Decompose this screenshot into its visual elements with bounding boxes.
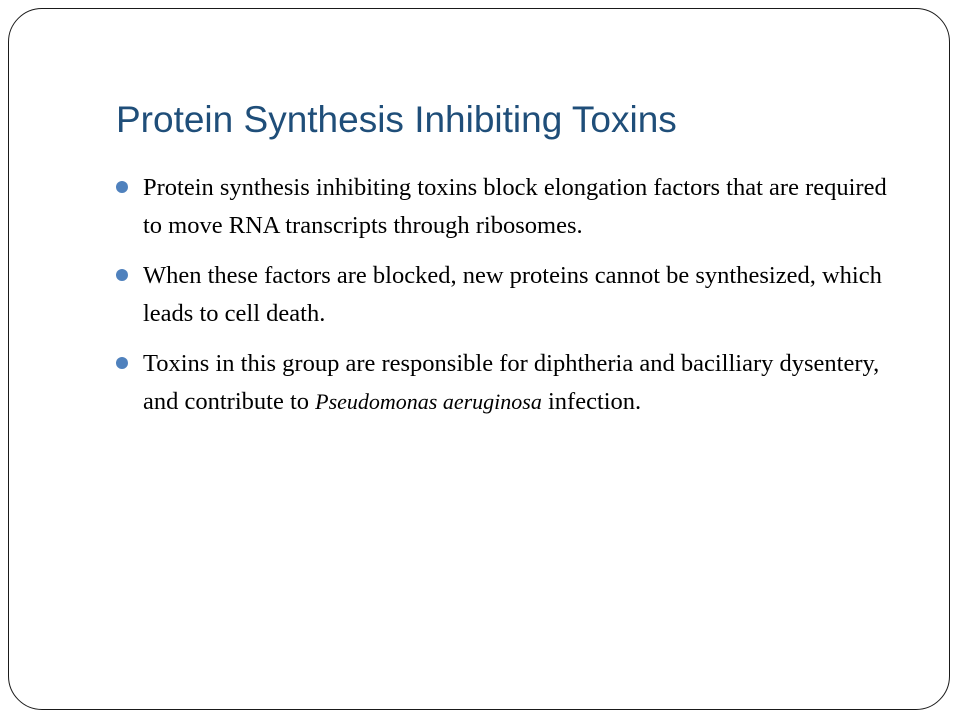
- slide-frame: [8, 8, 950, 710]
- bullet-text-plain: Toxins in this group are responsible for diphtheria and bacilliary dysentery, and contribute to: [143, 350, 880, 415]
- bullet-text: [143, 350, 879, 415]
- bullet-item-3: [116, 345, 896, 421]
- bullet-list: [116, 169, 896, 433]
- bullet-text: Protein synthesis inhibiting toxins block elongation factors that are required to move RNA transcripts through ribosomes.: [143, 174, 887, 239]
- bullet-icon: [116, 181, 128, 193]
- bullet-item-2: [116, 257, 896, 333]
- species-name: Pseudomonas aeruginosa: [315, 389, 542, 414]
- bullet-item-1: [116, 169, 896, 245]
- bullet-text: When these factors are blocked, new proteins cannot be synthesized, which leads to cell death.: [143, 262, 882, 327]
- bullet-icon: [116, 269, 128, 281]
- bullet-text-plain: infection.: [541, 388, 642, 415]
- slide-title: Protein Synthesis Inhibiting Toxins: [116, 99, 677, 140]
- bullet-icon: [116, 357, 128, 369]
